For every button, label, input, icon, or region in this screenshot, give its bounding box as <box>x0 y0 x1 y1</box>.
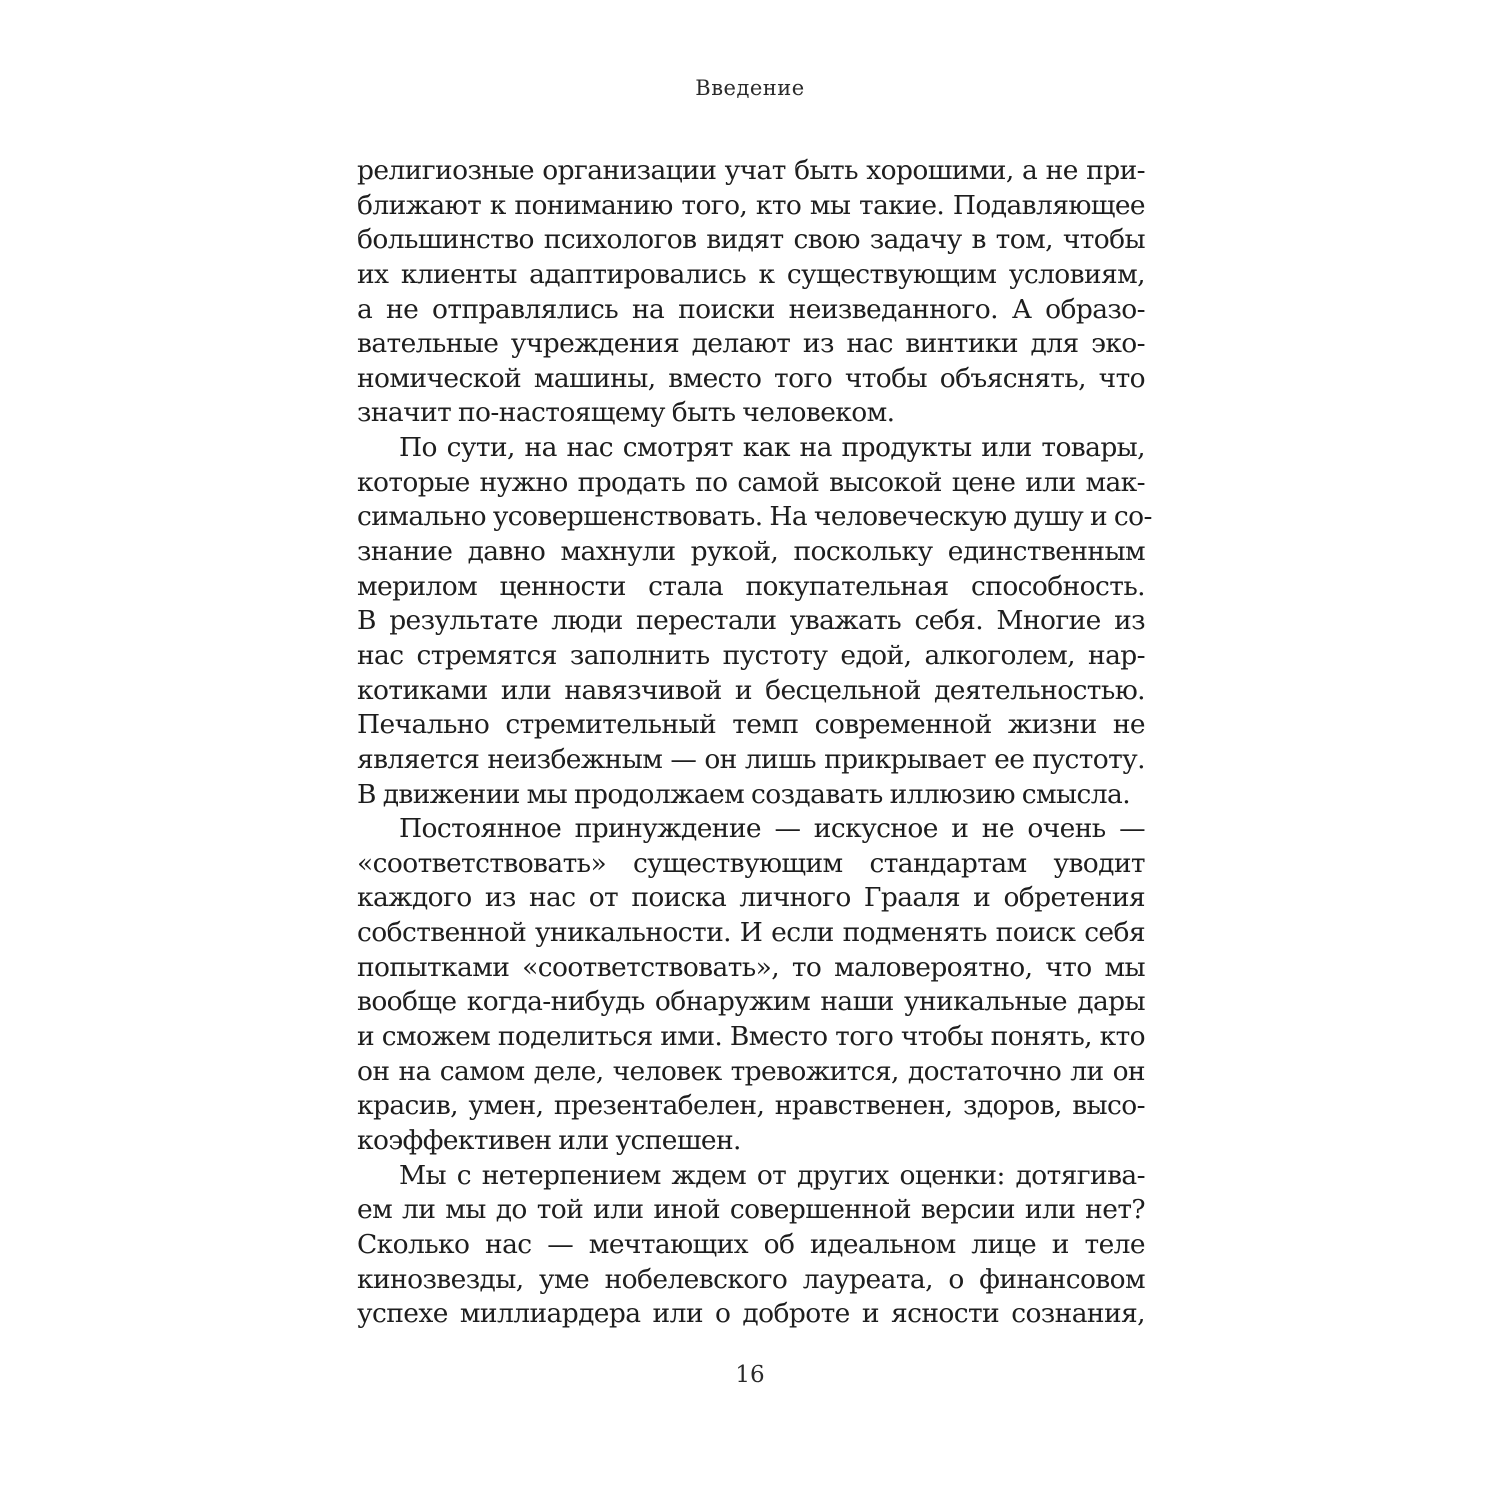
text-line: собственной уникальности. И если подменять поиск себя <box>357 917 1145 949</box>
text-line: кинозвезды, уме нобелевского лауреата, о финансовом <box>357 1263 1145 1295</box>
page-number: 16 <box>735 1362 765 1388</box>
body-text <box>357 154 1152 1332</box>
text-line: мерилом ценности стала покупательная способность. <box>357 570 1145 602</box>
text-line: и сможем поделиться ими. Вместо того чтобы понять, кто <box>357 1021 1145 1053</box>
text-line: ближают к пониманию того, кто мы такие. Подавляющее <box>357 189 1145 221</box>
paragraph <box>357 154 1145 431</box>
text-line: а не отправлялись на поиски неизведанного. А образо- <box>357 293 1145 325</box>
text-line: вательные учреждения делают из нас винтики для эко- <box>357 328 1145 360</box>
text-line: Постоянное принуждение — искусное и не очень — <box>399 813 1145 845</box>
text-line: их клиенты адаптировались к существующим условиям, <box>357 258 1145 290</box>
text-line: большинство психологов видят свою задачу в том, чтобы <box>357 224 1145 256</box>
text-line: В результате люди перестали уважать себя. Многие из <box>357 605 1145 637</box>
text-line: ем ли мы до той или иной совершенной версии или нет? <box>357 1194 1145 1226</box>
text-line: Сколько нас — мечтающих об идеальном лице и теле <box>357 1228 1145 1260</box>
text-line: значит по-настоящему быть человеком. <box>357 397 895 429</box>
text-line: которые нужно продать по самой высокой цене или мак- <box>357 466 1145 498</box>
text-line: симально усовершенствовать. На человеческую душу и со- <box>357 501 1152 533</box>
text-line: нас стремятся заполнить пустоту едой, алкоголем, нар- <box>357 639 1145 671</box>
text-line: каждого из нас от поиска личного Грааля и обретения <box>357 882 1145 914</box>
text-line: красив, умен, презентабелен, нравственен, здоров, высо- <box>357 1090 1145 1122</box>
text-line: В движении мы продолжаем создавать иллюзию смысла. <box>357 778 1131 810</box>
text-line: попытками «соответствовать», то маловероятно, что мы <box>357 951 1145 983</box>
text-line: номической машины, вместо того чтобы объяснять, что <box>357 362 1145 394</box>
text-line: успехе миллиардера или о доброте и ясности сознания, <box>357 1298 1145 1330</box>
paragraph <box>357 1159 1145 1332</box>
text-line: котиками или навязчивой и бесцельной деятельностью. <box>357 674 1145 706</box>
running-head: Введение <box>695 76 805 100</box>
text-line: религиозные организации учат быть хорошими, а не при- <box>357 155 1145 186</box>
paragraph <box>357 431 1152 812</box>
text-line: является неизбежным — он лишь прикрывает ее пустоту. <box>357 743 1145 775</box>
text-line: Печально стремительный темп современной жизни не <box>357 709 1145 741</box>
paragraph <box>357 812 1145 1158</box>
text-line: «соответствовать» существующим стандартам уводит <box>357 847 1145 879</box>
text-line: Мы с нетерпением ждем от других оценки: дотягива- <box>399 1159 1145 1191</box>
text-line: По сути, на нас смотрят как на продукты или товары, <box>399 432 1145 464</box>
text-line: знание давно махнули рукой, поскольку единственным <box>357 536 1145 568</box>
text-line: коэффективен или успешен. <box>357 1124 741 1156</box>
text-line: вообще когда-нибудь обнаружим наши уникальные дары <box>357 986 1145 1018</box>
text-line: он на самом деле, человек тревожится, достаточно ли он <box>357 1055 1145 1087</box>
